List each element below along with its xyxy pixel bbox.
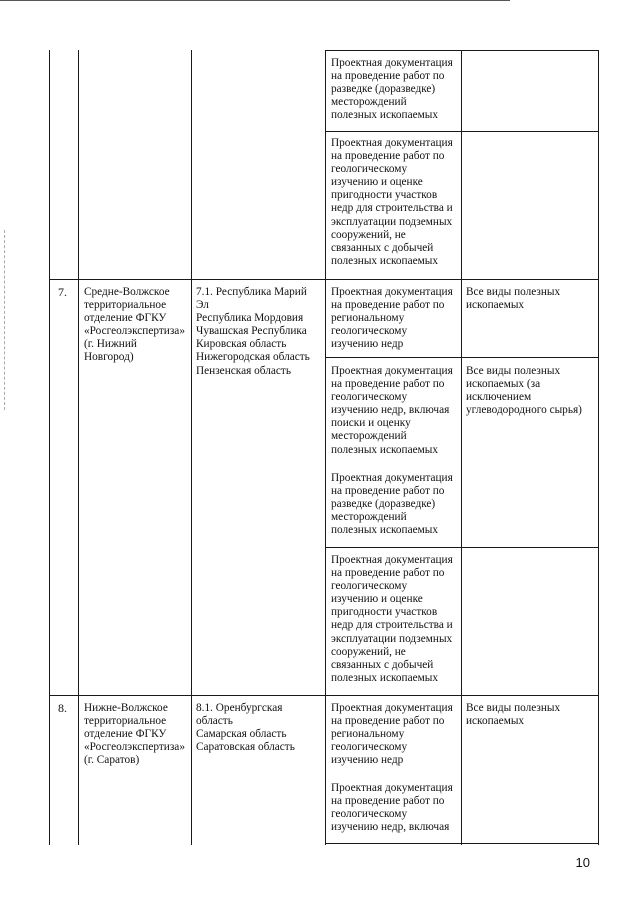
doc-type-cell: Проектная документация на проведение работ по региональному геологическому изучению недр bbox=[331, 702, 453, 767]
doc-type-cell: Проектная документация на проведение работ по геологическому изучению недр, включая поиски и оценку месторождений полезных ископаемых bbox=[331, 365, 453, 456]
doc-type-cell: Проектная документация на проведение работ по геологическому изучению и оценке пригодности участков недр для строительства и эксплуатации подземных сооружений, не связанных с добычей полезных ископаемых bbox=[331, 137, 453, 267]
row-divider bbox=[326, 131, 599, 132]
regions-cell: 7.1. Республика Марий Эл Республика Мордовия Чувашская Республика Кировская область Нижегородская область Пензенская область bbox=[196, 286, 310, 377]
doc-type-cell: Проектная документация на проведение работ по геологическому изучению и оценке пригодности участков недр для строительства и эксплуатации подземных сооружений, не связанных с добычей полезных ископаемых bbox=[331, 554, 453, 684]
mineral-types-cell: Все виды полезных ископаемых bbox=[466, 286, 561, 312]
row-number: 8. bbox=[58, 701, 67, 715]
column-divider bbox=[78, 50, 79, 845]
table-border-bottom bbox=[326, 843, 599, 844]
scan-margin-marks bbox=[4, 230, 5, 410]
column-divider bbox=[191, 50, 192, 845]
table-border-left bbox=[49, 50, 50, 845]
row-divider bbox=[49, 279, 599, 280]
mineral-types-cell: Все виды полезных ископаемых (за исключением углеводородного сырья) bbox=[466, 365, 582, 417]
page-number: 10 bbox=[575, 855, 590, 870]
row-divider bbox=[326, 547, 599, 548]
row-divider bbox=[326, 357, 599, 358]
doc-type-cell: Проектная документация на проведение работ по региональному геологическому изучению недр bbox=[331, 286, 453, 351]
doc-type-cell: Проектная документация на проведение работ по разведке (доразведке) месторождений полезных ископаемых bbox=[331, 57, 453, 122]
regions-cell: 8.1. Оренбургская область Самарская область Саратовская область bbox=[196, 702, 295, 754]
table-border-top bbox=[326, 50, 599, 51]
table-border-right bbox=[598, 50, 599, 845]
column-divider bbox=[325, 50, 326, 845]
doc-type-cell: Проектная документация на проведение работ по разведке (доразведке) месторождений полезных ископаемых bbox=[331, 472, 453, 537]
column-divider bbox=[461, 50, 462, 845]
row-number: 7. bbox=[58, 285, 67, 299]
department-name-cell: Средне-Волжское территориальное отделение ФГКУ «Росгеолэкспертиза» (г. Нижний Новгород) bbox=[84, 286, 185, 364]
doc-type-cell: Проектная документация на проведение работ по геологическому изучению недр, включая bbox=[331, 782, 453, 834]
scan-top-edge bbox=[0, 0, 510, 1]
mineral-types-cell: Все виды полезных ископаемых bbox=[466, 702, 561, 728]
department-name-cell: Нижне-Волжское территориальное отделение ФГКУ «Росгеолэкспертиза» (г. Саратов) bbox=[84, 702, 185, 767]
row-divider bbox=[49, 695, 599, 696]
